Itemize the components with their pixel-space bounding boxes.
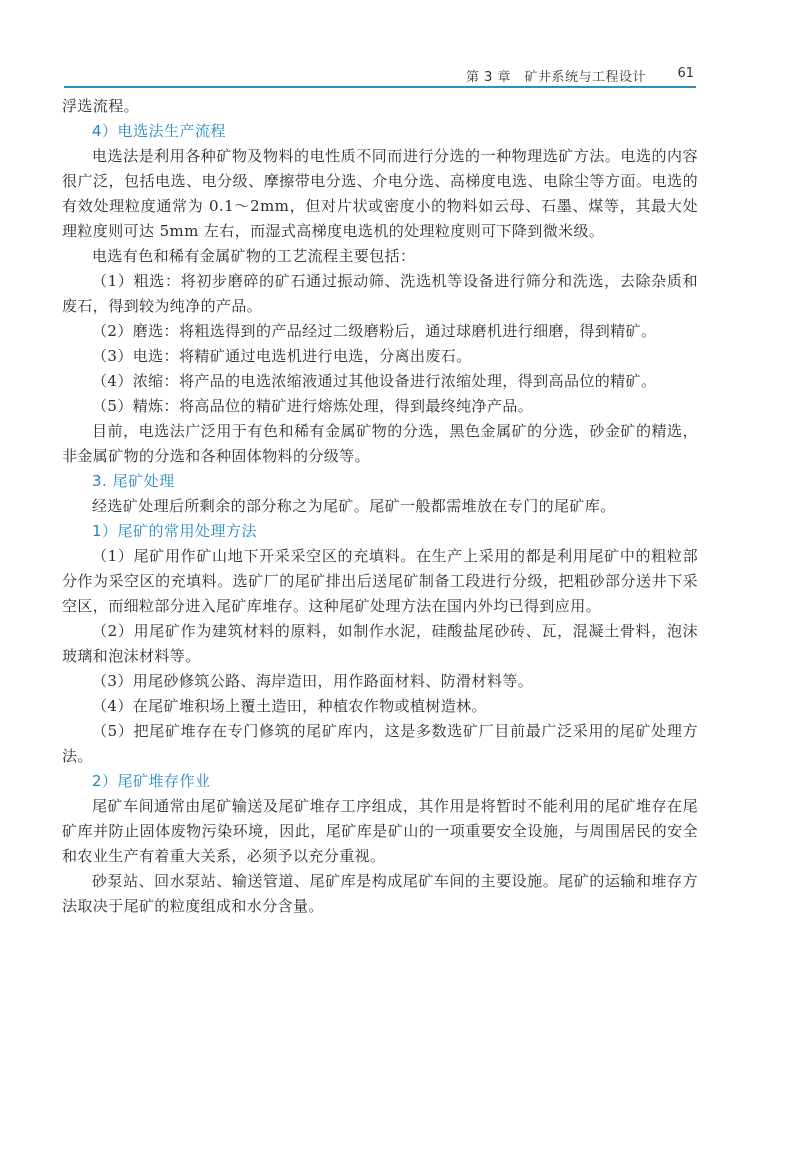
list-item: （4）在尾矿堆积场上覆土造田，种植农作物或植树造林。: [92, 697, 487, 715]
paragraph: 浮选流程。: [62, 97, 140, 115]
running-header: [64, 62, 696, 88]
list-item: （2）用尾矿作为建筑材料的原料，如制作水泥，硅酸盐尾砂砖、瓦，混凝土骨料，泡沫玻璃和泡沫材料等。: [62, 622, 698, 665]
list-item: （2）磨选：将粗选得到的产品经过二级磨粉后，通过球磨机进行细磨，得到精矿。: [92, 322, 657, 340]
page-number: 61: [677, 66, 694, 81]
section-heading-tailings: 3. 尾矿处理: [92, 472, 175, 490]
list-item: （1）粗选：将初步磨碎的矿石通过振动筛、洗选机等设备进行筛分和洗选，去除杂质和废石，得到较为纯净的产品。: [62, 272, 698, 315]
chapter-title: 第 3 章 矿井系统与工程设计: [465, 70, 646, 85]
paragraph: 电选有色和稀有金属矿物的工艺流程主要包括：: [92, 247, 416, 265]
list-item: （4）浓缩：将产品的电选浓缩液通过其他设备进行浓缩处理，得到高品位的精矿。: [92, 372, 657, 390]
paragraph: 经选矿处理后所剩余的部分称之为尾矿。尾矿一般都需堆放在专门的尾矿库。: [92, 497, 616, 515]
list-item: （3）用尾砂修筑公路、海岸造田，用作路面材料、防滑材料等。: [92, 672, 534, 690]
paragraph: 目前，电选法广泛用于有色和稀有金属矿物的分选，黑色金属矿的分选，砂金矿的精选，非金属矿物的分选和各种固体物料的分级等。: [62, 422, 698, 465]
list-item: （3）电选：将精矿通过电选机进行电选，分离出废石。: [92, 347, 472, 365]
paragraph: 电选法是利用各种矿物及物料的电性质不同而进行分选的一种物理选矿方法。电选的内容很广泛，包括电选、电分级、摩擦带电分选、介电分选、高梯度电选、电除尘等方面。电选的有效处理粒度通常为 0.1～2mm，但对片状或密度小的物料如云母、石墨、煤等，其最大处理粒度则可达 5mm 左右，而湿式高梯度电选机的处理粒度则可下降到微米级。: [62, 147, 698, 240]
page-body: [62, 94, 698, 919]
list-item: （5）把尾矿堆存在专门修筑的尾矿库内，这是多数选矿厂目前最广泛采用的尾矿处理方法。: [62, 722, 698, 765]
paragraph: 砂泵站、回水泵站、输送管道、尾矿库是构成尾矿车间的主要设施。尾矿的运输和堆存方法取决于尾矿的粒度组成和水分含量。: [62, 872, 698, 915]
section-heading-electric-separation: 4）电选法生产流程: [92, 122, 227, 140]
list-item: （1）尾矿用作矿山地下开采采空区的充填料。在生产上采用的都是利用尾矿中的粗粒部分作为采空区的充填料。选矿厂的尾矿排出后送尾矿制备工段进行分级，把粗砂部分送井下采空区，而细粒部分进入尾矿库堆存。这种尾矿处理方法在国内外均已得到应用。: [62, 547, 698, 615]
list-item: （5）精炼：将高品位的精矿进行熔炼处理，得到最终纯净产品。: [92, 397, 534, 415]
section-heading-tailings-methods: 1）尾矿的常用处理方法: [92, 522, 258, 540]
paragraph: 尾矿车间通常由尾矿输送及尾矿堆存工序组成，其作用是将暂时不能利用的尾矿堆存在尾矿库并防止固体废物污染环境，因此，尾矿库是矿山的一项重要安全设施，与周围居民的安全和农业生产有着重大关系，必须予以充分重视。: [62, 797, 698, 865]
section-heading-tailings-storage: 2）尾矿堆存作业: [92, 772, 211, 790]
